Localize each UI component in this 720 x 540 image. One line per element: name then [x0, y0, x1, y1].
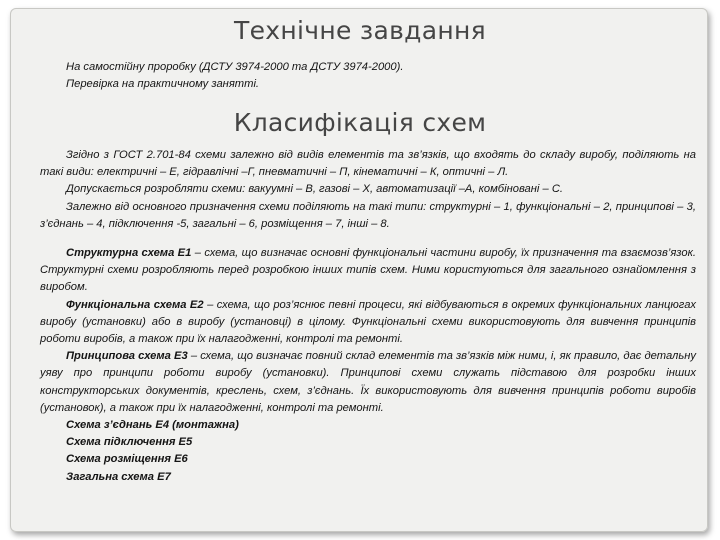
technical-task-text — [66, 59, 686, 93]
term-connections: Схема з’єднань Е4 (монтажна) — [66, 419, 239, 432]
item-wiring — [40, 434, 696, 451]
paragraph-kinds: Згідно з ГОСТ 2.701-84 схеми залежно від видів елементів та зв’язків, що входять до складу виробу, поділяють на такі види: електричні – Е, гідравлічні –Г, пневматичні – П, кінематичні – К, оптичні – Л. — [40, 149, 696, 179]
paragraph-functional — [40, 297, 696, 349]
paragraph-structural — [40, 245, 696, 297]
term-functional: Функціональна схема Е2 — [66, 298, 204, 311]
classification-text — [40, 147, 696, 233]
intro-line-1: На самостійну проробку (ДСТУ 3974-2000 та ДСТУ 3974-2000). — [66, 61, 404, 73]
term-wiring: Схема підключення Е5 — [66, 436, 193, 449]
text-functional: – схема, що роз’яснює певні процеси, які відбуваються в окремих функціональних ланцюгах виробу (установки) або в виробу (установці) в цілому. Функціональні схеми використовують для вивчення принципів роботи виробів, а також при їх налагодженні, контролі та ремонті. — [40, 298, 697, 346]
text-structural: – схема, що визначає основні функціональні частини виробу, їх призначення та взаємозв’язок. Структурні схеми розробляють перед розробкою інших типів схем. Ними користуються для загального ознайомлення з виробом. — [40, 247, 696, 294]
section-title-classification: Класифікація схем — [233, 108, 487, 137]
scheme-types-text — [40, 245, 696, 486]
item-general — [40, 469, 696, 486]
item-layout — [40, 451, 696, 468]
term-structural: Структурна схема Е1 — [66, 247, 192, 259]
term-layout: Схема розміщення Е6 — [66, 453, 188, 466]
intro-line-2: Перевірка на практичному занятті. — [66, 78, 260, 91]
paragraph-allowed: Допускається розробляти схеми: вакуумні – В, газові – Х, автоматизації –А, комбіновані – С. — [66, 183, 564, 196]
paragraph-principal — [40, 348, 696, 417]
item-connections — [40, 417, 696, 434]
section-title-technical-task: Технічне завдання — [234, 16, 486, 45]
text-principal: – схема, що визначає повний склад елементів та зв’язків між ними, і, як правило, дає детальну уяву про принципи роботи виробу (установки). Принципові схеми служать підставою для розробки інших конструкторських документів, креслень, схем, з’єднань. Їх використовують для вивчення принципів роботи виробів (установок), а також при їх налагодженні, контролі та ремонті. — [40, 350, 696, 414]
paragraph-types: Залежно від основного призначення схеми поділяють на такі типи: структурні – 1, функціональні – 2, принципові – 3, з’єднань – 4, підключення -5, загальні – 6, розміщення – 7, інші – 8. — [40, 200, 696, 230]
term-general: Загальна схема Е7 — [66, 470, 171, 483]
term-principal: Принципова схема Е3 — [66, 350, 188, 363]
